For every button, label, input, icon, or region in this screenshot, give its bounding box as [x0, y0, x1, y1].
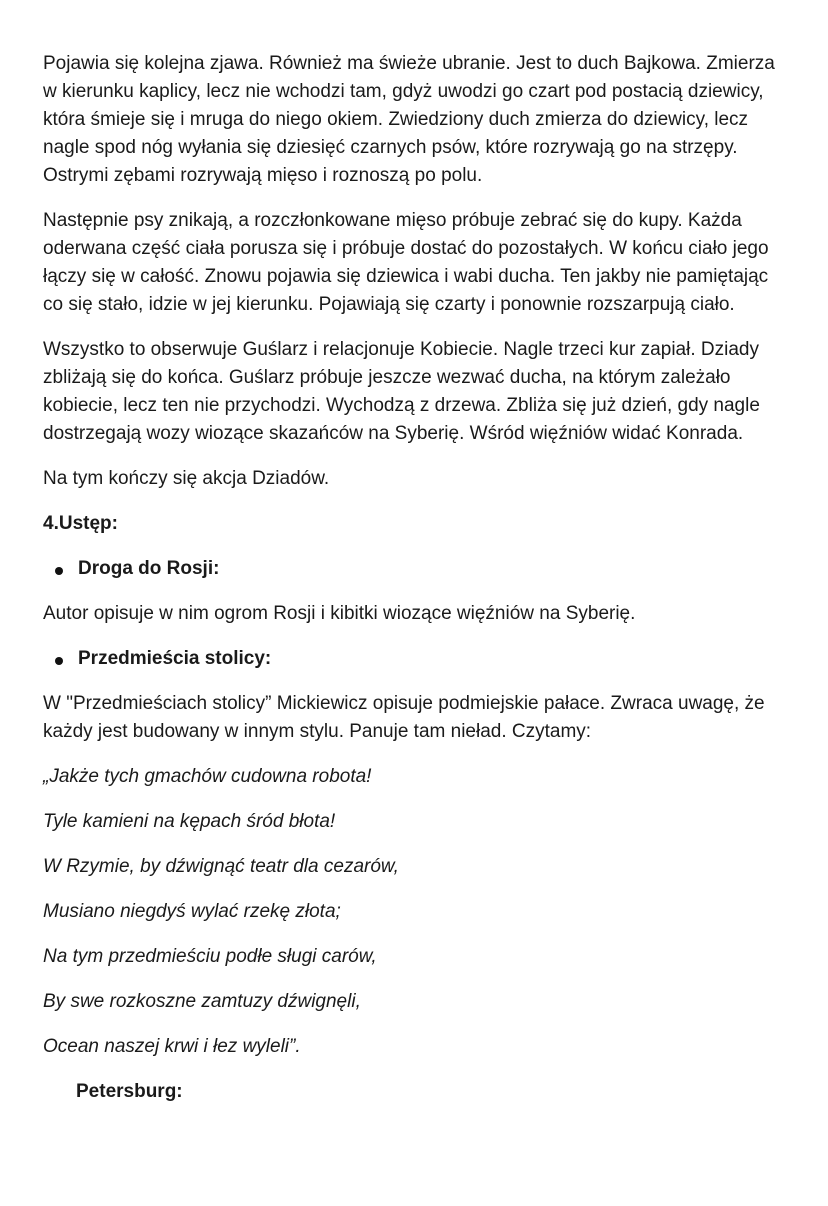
paragraph-guslarz-observes: Wszystko to obserwuje Guślarz i relacjonuje Kobiecie. Nagle trzeci kur zapiał. Dziady zbliżają się do końca. Guślarz próbuje jeszcze wezwać ducha, na którym zależało kobiecie, lecz ten nie przychodzi. Wychodzą z drzewa. Zbliża się już dzień, gdy nagle dostrzegają wozy wiozące skazańców na Syberię. Wśród więźniów widać Konrada. — [43, 339, 760, 444]
bullet-title: Droga do Rosji: — [78, 558, 220, 579]
paragraph-przedmiescia-stolicy: W "Przedmieściach stolicy” Mickiewicz opisuje podmiejskie pałace. Zwraca uwagę, że każdy jest budowany w innym stylu. Panuje tam nieład. Czytamy: — [43, 693, 765, 742]
verse-line: „Jakże tych gmachów cudowna robota! — [43, 766, 372, 787]
paragraph-droga-do-rosji: Autor opisuje w nim ogrom Rosji i kibitki wiozące więźniów na Syberię. — [43, 603, 636, 624]
verse-line: W Rzymie, by dźwignąć teatr dla cezarów, — [43, 856, 399, 877]
bullet-przedmiescia-stolicy — [43, 645, 788, 673]
paragraph-dogs-vanish: Następnie psy znikają, a rozczłonkowane mięso próbuje zebrać się do kupy. Każda oderwana część ciała porusza się i próbuje dostać do pozostałych. W końcu ciało jego łączy się w całość. Znowu pojawia się dziewica i wabi ducha. Ten jakby nie pamiętając co się stało, idzie w jej kierunku. Pojawiają się czarty i ponownie rozszarpują ciało. — [43, 210, 769, 315]
paragraph-end-of-action: Na tym kończy się akcja Dziadów. — [43, 468, 330, 489]
bullet-dot-icon — [55, 567, 63, 575]
subheading-petersburg: Petersburg: — [76, 1081, 183, 1102]
verse-line: Na tym przedmieściu podłe sługi carów, — [43, 946, 377, 967]
bullet-droga-do-rosji — [43, 555, 788, 583]
section-heading-ustep: 4.Ustęp: — [43, 513, 118, 534]
verse-line: Ocean naszej krwi i łez wyleli”. — [43, 1036, 301, 1057]
bullet-dot-icon — [55, 657, 63, 665]
verse-line: By swe rozkoszne zamtuzy dźwignęli, — [43, 991, 361, 1012]
verse-line: Musiano niegdyś wylać rzekę złota; — [43, 901, 341, 922]
bullet-title: Przedmieścia stolicy: — [78, 648, 272, 669]
verse-line: Tyle kamieni na kępach śród błota! — [43, 811, 336, 832]
paragraph-bajkow-ghost: Pojawia się kolejna zjawa. Również ma świeże ubranie. Jest to duch Bajkowa. Zmierza w kierunku kaplicy, lecz nie wchodzi tam, gdyż uwodzi go czart pod postacią dziewicy, która śmieje się i mruga do niego okiem. Zwiedziony duch zmierza do dziewicy, lecz nagle spod nóg wyłania się dziesięć czarnych psów, które rozrywają go na strzępy. Ostrymi zębami rozrywają mięso i roznoszą po polu. — [43, 53, 775, 186]
